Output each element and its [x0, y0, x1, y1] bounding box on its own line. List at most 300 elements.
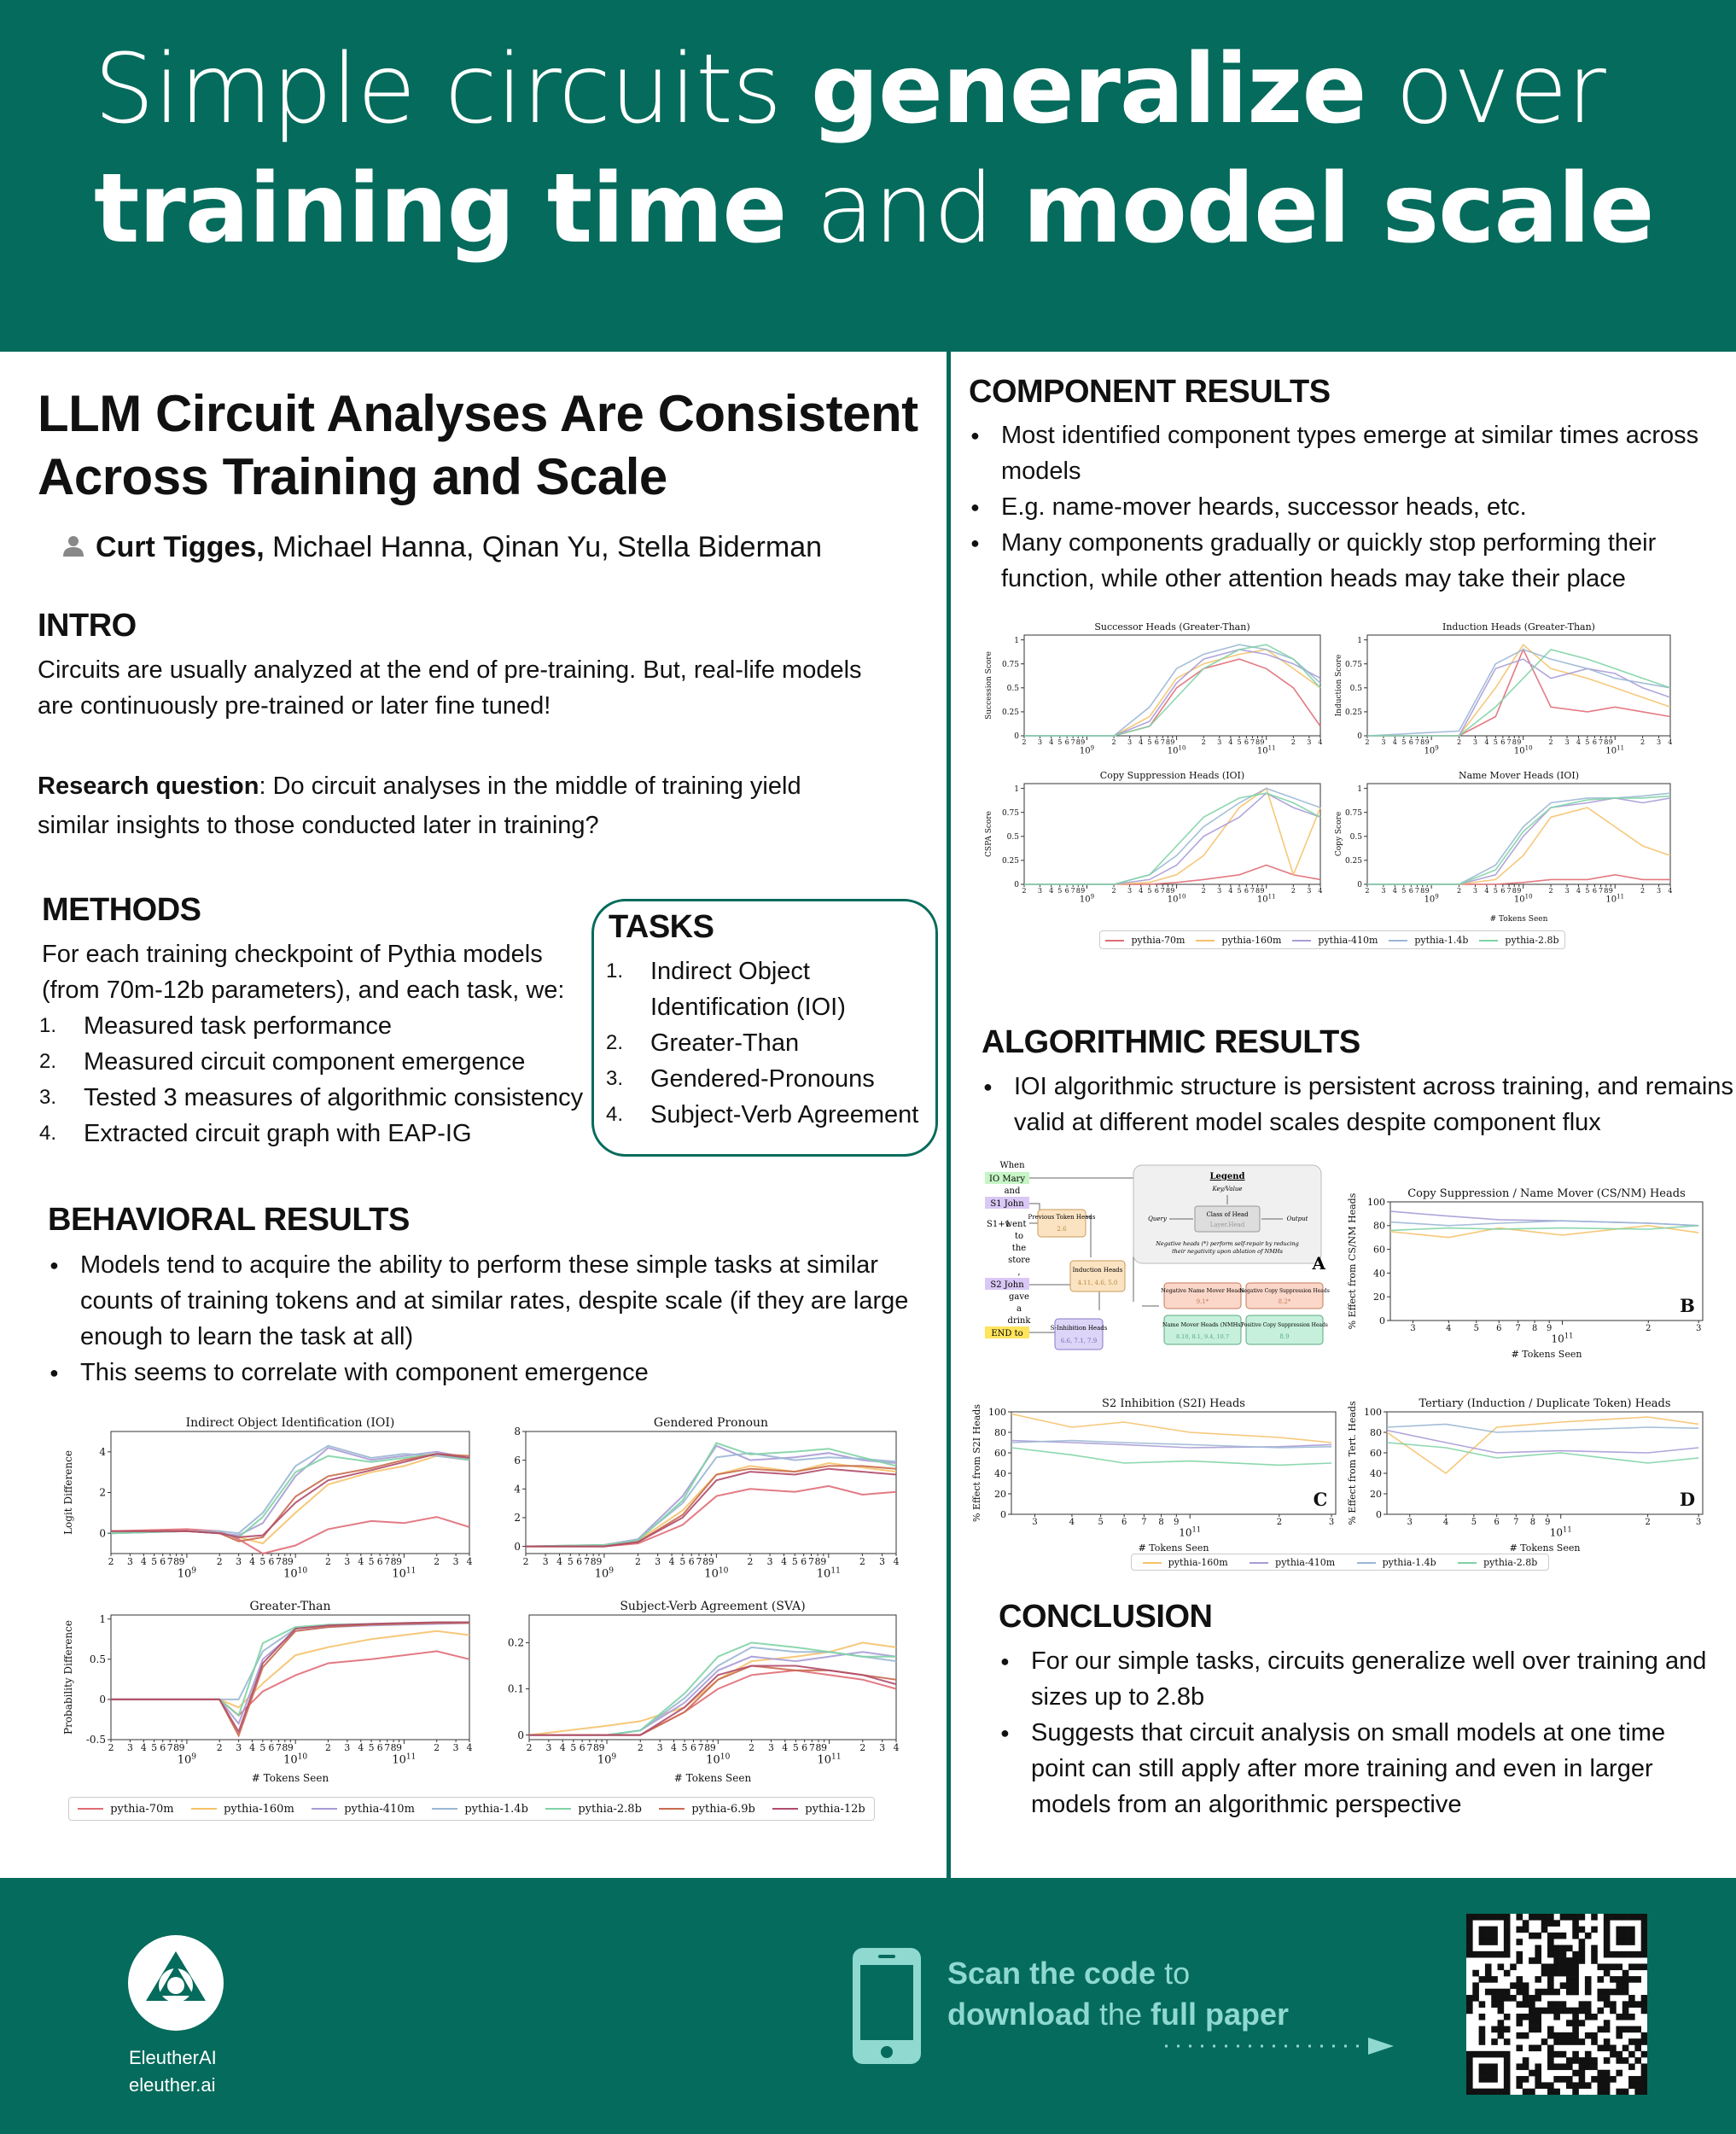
x-minor-tick-label: 2 — [325, 1742, 331, 1754]
x-minor-tick-label: 3 — [1407, 1518, 1413, 1528]
x-minor-tick-label: 6 — [268, 1556, 275, 1568]
qr-module — [1466, 1939, 1473, 1945]
qr-module — [1566, 1970, 1573, 1977]
node-id: 4.11, 4.6, 5.0 — [1077, 1280, 1118, 1286]
legend-kv: Key/Value — [1212, 1186, 1243, 1192]
qr-module — [1610, 1976, 1617, 1983]
x-minor-tick-label: 4 — [1442, 1518, 1449, 1528]
qr-module — [1553, 1989, 1560, 1996]
panel-label: B — [1680, 1295, 1695, 1316]
qr-module — [1541, 2082, 1548, 2089]
legend-note: Negative heads (*) perform self-repair by reducing — [1156, 1240, 1299, 1247]
qr-module — [1604, 1970, 1611, 1977]
scan-text: Scan the code to download the full paper — [947, 1956, 1290, 2032]
qr-module — [1529, 2020, 1535, 2026]
x-minor-tick-label: 6 — [1154, 737, 1159, 746]
qr-module — [1547, 1976, 1554, 1983]
qr-module — [1491, 2089, 1498, 2095]
qr-module — [1579, 1939, 1586, 1945]
x-minor-tick-label: 7 — [1506, 885, 1512, 895]
qr-module — [1529, 2026, 1535, 2033]
qr-module — [1529, 1957, 1535, 1964]
qr-module — [1504, 2051, 1511, 2058]
x-minor-tick-label: 3 — [344, 1556, 351, 1568]
x-minor-tick-label: 8 — [1420, 737, 1425, 746]
qr-module — [1535, 2014, 1541, 2020]
node-label: Name Mover Heads (NMHs) — [1162, 1321, 1244, 1328]
list-item: 3. Tested 3 measures of algorithmic consistency — [39, 1084, 584, 1111]
y-tick-label: 0.25 — [1001, 708, 1019, 718]
x-tick-label: $10^{11}$ — [1256, 893, 1276, 905]
qr-module — [1579, 1945, 1586, 1952]
x-axis-label: # Tokens Seen — [1138, 1542, 1209, 1554]
x-tick-label: $10^9$ — [177, 1566, 197, 1581]
qr-module — [1560, 2001, 1567, 2008]
list-item: 2. Greater-Than — [606, 1029, 800, 1057]
qr-module — [1641, 2082, 1647, 2089]
qr-module — [1641, 2076, 1647, 2083]
legend-swatch — [1250, 1562, 1268, 1564]
legend-layer: Layer.Head — [1209, 1222, 1245, 1228]
x-tick-label-exponent: 9 — [609, 1566, 615, 1576]
qr-module — [1479, 2089, 1486, 2095]
qr-module — [1535, 1914, 1541, 1921]
x-minor-tick-label: 7 — [1599, 885, 1604, 895]
qr-module — [1485, 1976, 1492, 1983]
qr-module — [1591, 1951, 1598, 1958]
qr-module — [1516, 2001, 1523, 2008]
qr-module — [1579, 2070, 1586, 2077]
qr-module — [1479, 2038, 1486, 2045]
legend-label: pythia-70m — [110, 1802, 174, 1816]
x-minor-tick-label: 9 — [598, 1742, 605, 1754]
x-minor-tick-label: 4 — [1228, 737, 1233, 746]
qr-module — [1622, 1976, 1629, 1983]
node-label: Induction Heads — [1072, 1267, 1123, 1274]
x-tick-label: $10^{11}$ — [392, 1752, 417, 1767]
qr-module — [1504, 2070, 1511, 2077]
qr-module — [1547, 1939, 1554, 1945]
qr-module — [1604, 2045, 1611, 2052]
x-minor-tick-label: 3 — [1217, 885, 1222, 895]
legend-swatch — [545, 1808, 571, 1810]
series-line-pythia-410m — [1367, 798, 1670, 884]
x-tick-label-exponent: 11 — [1191, 1525, 1202, 1534]
qr-module — [1541, 1920, 1548, 1927]
node-label: Previous Token Heads — [1028, 1214, 1096, 1221]
legend-swatch — [1479, 940, 1498, 942]
legend-swatch — [78, 1808, 103, 1810]
qr-module — [1604, 2089, 1611, 2095]
legend-entry — [1105, 935, 1185, 946]
x-minor-tick-label: 8 — [1420, 885, 1425, 895]
qr-module — [1523, 2014, 1529, 2020]
qr-module — [1579, 2038, 1586, 2045]
qr-module — [1585, 2051, 1592, 2058]
x-minor-tick-label: 3 — [452, 1556, 459, 1568]
series-line-pythia-160m — [1011, 1414, 1331, 1443]
qr-module — [1498, 2020, 1505, 2026]
y-tick-label: 0 — [1000, 1508, 1006, 1520]
x-minor-tick-label: 8 — [815, 1742, 822, 1754]
x-minor-tick-label: 2 — [108, 1556, 114, 1568]
x-minor-tick-label: 3 — [1217, 737, 1222, 746]
x-minor-tick-label: 8 — [814, 1556, 821, 1568]
qr-module — [1598, 1989, 1605, 1996]
y-tick-label: 60 — [994, 1447, 1006, 1459]
x-minor-tick-label: 6 — [690, 1742, 696, 1754]
qr-module — [1560, 1970, 1567, 1977]
chart-title: Indirect Object Identification (IOI) — [185, 1416, 395, 1430]
qr-module — [1472, 2051, 1479, 2058]
qr-module — [1479, 1976, 1486, 1983]
x-minor-tick-label: 2 — [1022, 885, 1027, 895]
s1p1-label: S1+1 — [987, 1220, 1011, 1229]
qr-module — [1566, 2038, 1573, 2045]
qr-module — [1572, 2014, 1579, 2020]
series-line-pythia-410m — [1024, 793, 1320, 884]
y-tick-label: 0.75 — [1001, 660, 1019, 669]
qr-module — [1598, 1976, 1605, 1983]
y-tick-label: 1 — [1014, 784, 1019, 794]
x-minor-tick-label: 7 — [276, 1742, 282, 1754]
qr-module — [1560, 2076, 1567, 2083]
y-tick-label: 40 — [1370, 1467, 1382, 1479]
legend-entry — [545, 1803, 642, 1816]
x-minor-tick-label: 9 — [1608, 885, 1613, 895]
x-minor-tick-label: 3 — [1127, 885, 1133, 895]
qr-module — [1516, 2014, 1523, 2020]
qr-module — [1498, 1995, 1505, 2002]
x-minor-tick-label: 4 — [249, 1742, 255, 1754]
series-line-pythia-6.9b — [111, 1623, 469, 1735]
qr-module — [1560, 1963, 1567, 1970]
qr-module — [1560, 1933, 1567, 1939]
legend-entry — [1143, 1557, 1228, 1568]
qr-module — [1491, 1927, 1498, 1933]
x-minor-tick-label: 9 — [1517, 885, 1522, 895]
x-minor-tick-label: 9 — [820, 1556, 827, 1568]
qr-module — [1585, 2082, 1592, 2089]
qr-module — [1585, 2001, 1592, 2008]
qr-module — [1504, 2014, 1511, 2020]
qr-module — [1491, 1939, 1498, 1945]
methods-intro: For each training checkpoint of Pythia models (from 70m-12b parameters), and each task, we: — [42, 941, 565, 1004]
qr-module — [1641, 2008, 1647, 2014]
qr-module — [1523, 2089, 1529, 2095]
qr-module — [1572, 2057, 1579, 2064]
x-minor-tick-label: 9 — [709, 1742, 716, 1754]
qr-module — [1504, 2089, 1511, 2095]
qr-module — [1641, 2038, 1647, 2045]
qr-module — [1535, 1951, 1541, 1958]
y-axis-label: % Effect from S2I Heads — [971, 1404, 982, 1522]
qr-module — [1598, 2008, 1605, 2014]
y-tick-label: 0 — [1357, 881, 1362, 890]
x-tick-label: $10^{10}$ — [1167, 893, 1186, 905]
qr-module — [1504, 2082, 1511, 2089]
qr-module — [1529, 2014, 1535, 2020]
x-minor-tick-label: 9 — [708, 1556, 714, 1568]
x-minor-tick-label: 4 — [1446, 1324, 1452, 1334]
qr-module — [1498, 2051, 1505, 2058]
x-minor-tick-label: 5 — [1401, 885, 1407, 895]
qr-module — [1498, 2089, 1505, 2095]
list-item: ● Most identified component types emerge at similar times across models — [970, 417, 1698, 489]
qr-module — [1510, 1995, 1517, 2002]
series-line-pythia-70m — [1367, 875, 1670, 884]
qr-module — [1622, 2008, 1629, 2014]
qr-module — [1541, 1970, 1548, 1977]
x-minor-tick-label: 7 — [1506, 737, 1512, 746]
x-minor-tick-label: 5 — [151, 1556, 158, 1568]
x-minor-tick-label: 4 — [1668, 737, 1673, 746]
qr-module — [1491, 1989, 1498, 1996]
column-divider — [947, 352, 951, 1878]
y-tick-label: 0.5 — [1006, 832, 1019, 842]
x-tick-label: $10^{11}$ — [1256, 744, 1276, 756]
qr-module — [1529, 2001, 1535, 2008]
qr-module — [1491, 2076, 1498, 2083]
list-item: 1. Indirect Object Identification (IOI) — [606, 958, 846, 1021]
plot-frame — [111, 1431, 469, 1554]
x-tick-label: $10^{10}$ — [1513, 744, 1533, 756]
qr-module — [1566, 2057, 1573, 2064]
qr-module — [1634, 2076, 1641, 2083]
qr-module — [1498, 1951, 1505, 1958]
y-tick-label: 0 — [1357, 732, 1362, 742]
series-line-pythia-160m — [1024, 789, 1320, 884]
qr-module — [1479, 1951, 1486, 1958]
qr-module — [1553, 2089, 1560, 2095]
qr-module — [1553, 2076, 1560, 2083]
series-line-pythia-70m — [526, 1486, 896, 1547]
x-tick-label: $10^{10}$ — [704, 1566, 729, 1581]
x-tick-label: $10^{11}$ — [1549, 1525, 1572, 1539]
qr-module — [1466, 1927, 1473, 1933]
qr-module — [1485, 1951, 1492, 1958]
qr-module — [1610, 1963, 1617, 1970]
diagram-token: a — [1017, 1304, 1022, 1314]
x-minor-tick-label: 4 — [671, 1742, 677, 1754]
x-minor-tick-label: 6 — [1064, 885, 1069, 895]
x-minor-tick-label: 6 — [1064, 737, 1069, 746]
x-tick-label: $10^9$ — [1079, 893, 1095, 905]
x-tick-label: $10^{11}$ — [1605, 744, 1625, 756]
node-id: 8.2* — [1278, 1298, 1291, 1305]
x-tick-label: $10^{10}$ — [1513, 893, 1533, 905]
x-minor-tick-label: 5 — [791, 1556, 798, 1568]
x-tick-label-exponent: 11 — [831, 1752, 842, 1762]
qr-module — [1491, 2026, 1498, 2033]
diagram-token: S1 John — [990, 1199, 1024, 1209]
cs-nm-heads-chart — [1344, 1176, 1711, 1360]
y-tick-label: 0.5 — [89, 1653, 106, 1666]
qr-module — [1628, 1933, 1635, 1939]
qr-module — [1604, 1995, 1611, 2002]
qr-module — [1466, 1995, 1473, 2002]
qr-module — [1616, 2070, 1622, 2077]
x-tick-label-exponent: 10 — [1178, 893, 1186, 901]
y-tick-label: 80 — [1373, 1220, 1385, 1232]
qr-module — [1516, 1939, 1523, 1945]
qr-module — [1598, 2082, 1605, 2089]
s-inhibition-heads-node — [1055, 1319, 1103, 1350]
legend-query: Query — [1148, 1216, 1167, 1222]
diagram-token: and — [1004, 1187, 1021, 1196]
qr-module — [1466, 1920, 1473, 1927]
qr-module — [1516, 2076, 1523, 2083]
qr-module — [1491, 2038, 1498, 2045]
x-minor-tick-label: 4 — [1484, 885, 1489, 895]
qr-module — [1598, 1995, 1605, 2002]
qr-module — [1547, 2008, 1554, 2014]
qr-module — [1523, 1982, 1529, 1989]
person-icon — [61, 534, 85, 558]
legend-label: pythia-12b — [805, 1802, 865, 1816]
x-tick-label: $10^{11}$ — [1605, 893, 1625, 905]
y-tick-label: 0 — [1379, 1315, 1385, 1326]
qr-module — [1566, 1945, 1573, 1952]
x-minor-tick-label: 2 — [1276, 1518, 1283, 1528]
x-minor-tick-label: 2 — [859, 1556, 865, 1568]
series-line-pythia-2.8b — [1024, 793, 1320, 884]
qr-module — [1491, 1951, 1498, 1958]
x-minor-tick-label: 8 — [1165, 885, 1170, 895]
qr-module — [1622, 1989, 1629, 1996]
qr-module — [1604, 1927, 1611, 1933]
qr-module — [1572, 2026, 1579, 2033]
qr-module — [1479, 1927, 1486, 1933]
author-line: Curt Tigges, Michael Hanna, Qinan Yu, Stella Biderman — [61, 531, 822, 564]
chart-title: S2 Inhibition (S2I) Heads — [1102, 1397, 1245, 1410]
qr-module — [1472, 1951, 1479, 1958]
qr-code[interactable] — [1466, 1914, 1647, 2095]
x-minor-tick-label: 9 — [1081, 737, 1086, 746]
list-item: ● E.g. name-mover heards, successor heads, etc. — [970, 489, 1698, 525]
x-minor-tick-label: 7 — [1160, 737, 1165, 746]
qr-module — [1622, 1927, 1629, 1933]
list-item: ● IOI algorithmic structure is persistent across training, and remains valid at different model scales despite component flux — [983, 1069, 1733, 1140]
x-minor-tick-label: 6 — [1154, 885, 1159, 895]
legend-label: pythia-2.8b — [1505, 934, 1559, 946]
x-minor-tick-label: 6 — [1500, 737, 1506, 746]
qr-module — [1547, 1970, 1554, 1977]
headline-line-2: training time and model scale — [94, 154, 1654, 265]
legend-class: Class of Head — [1206, 1211, 1249, 1218]
y-tick-label: 60 — [1370, 1447, 1382, 1459]
x-minor-tick-label: 4 — [1484, 737, 1489, 746]
qr-module — [1541, 1963, 1548, 1970]
x-tick-label-exponent: 11 — [1267, 744, 1276, 752]
legend-label: pythia-1.4b — [1414, 934, 1469, 946]
x-minor-tick-label: 2 — [637, 1742, 644, 1754]
x-minor-tick-label: 4 — [1318, 737, 1323, 746]
qr-module — [1566, 2076, 1573, 2083]
x-minor-tick-label: 2 — [1022, 737, 1027, 746]
x-minor-tick-label: 4 — [358, 1556, 364, 1568]
y-tick-label: 6 — [514, 1454, 521, 1466]
chart-title: Subject-Verb Agreement (SVA) — [620, 1600, 806, 1613]
qr-module — [1553, 1970, 1560, 1977]
legend-swatch — [1292, 940, 1311, 942]
x-minor-tick-label: 8 — [1165, 737, 1170, 746]
chart-title: Copy Suppression / Name Mover (CS/NM) Heads — [1407, 1187, 1686, 1200]
x-minor-tick-label: 4 — [140, 1556, 147, 1568]
qr-module — [1553, 2051, 1560, 2058]
qr-module — [1622, 2026, 1629, 2033]
x-minor-tick-label: 6 — [1244, 885, 1249, 895]
list-item: 2. Measured circuit component emergence — [39, 1048, 526, 1076]
qr-module — [1547, 1989, 1554, 1996]
y-tick-label: 0 — [517, 1729, 524, 1741]
x-minor-tick-label: 6 — [376, 1742, 383, 1754]
qr-module — [1641, 1951, 1647, 1958]
x-minor-tick-label: 2 — [1548, 737, 1553, 746]
x-tick-label: $10^{10}$ — [283, 1752, 308, 1767]
x-tick-label-exponent: 10 — [719, 1752, 731, 1762]
x-minor-tick-label: 8 — [173, 1556, 180, 1568]
intro-text: Circuits are usually analyzed at the end of pre-training. But, real-life models are continuously pre-trained or later fine tuned! — [38, 656, 862, 720]
y-tick-label: 0 — [514, 1540, 521, 1553]
qr-module — [1479, 1933, 1486, 1939]
y-axis-label: Copy Score — [1335, 811, 1343, 857]
chart-title: Successor Heads (Greater-Than) — [1094, 621, 1250, 633]
qr-module — [1604, 1989, 1611, 1996]
x-minor-tick-label: 9 — [1545, 1518, 1551, 1528]
qr-module — [1466, 2063, 1473, 2070]
legend-entry — [1357, 1557, 1436, 1568]
x-minor-tick-label: 5 — [368, 1742, 375, 1754]
x-minor-tick-label: 5 — [1237, 885, 1242, 895]
qr-module — [1491, 1976, 1498, 1983]
qr-module — [1523, 1989, 1529, 1996]
series-line-pythia-410m — [1024, 650, 1320, 736]
x-minor-tick-label: 6 — [688, 1556, 695, 1568]
y-tick-label: 2 — [99, 1486, 106, 1499]
qr-module — [1560, 2051, 1567, 2058]
x-minor-tick-label: 7 — [166, 1556, 173, 1568]
qr-module — [1523, 2001, 1529, 2008]
qr-module — [1641, 1963, 1647, 1970]
name-mover-heads-chart — [1331, 770, 1677, 924]
qr-module — [1485, 2070, 1492, 2077]
x-minor-tick-label: 3 — [1032, 1518, 1038, 1528]
y-tick-label: 8 — [514, 1426, 521, 1438]
qr-module — [1628, 1927, 1635, 1933]
qr-module — [1516, 1976, 1523, 1983]
node-label: Negative Copy Suppression Heads — [1239, 1288, 1330, 1294]
legend-label: pythia-410m — [1275, 1556, 1336, 1568]
qr-module — [1472, 1982, 1479, 1989]
induction-heads-node — [1070, 1261, 1125, 1291]
qr-module — [1553, 1957, 1560, 1964]
qr-module — [1529, 2070, 1535, 2077]
legend-entry — [1389, 935, 1468, 946]
qr-module — [1585, 1982, 1592, 1989]
qr-module — [1598, 2089, 1605, 2095]
x-minor-tick-label: 7 — [1141, 1518, 1147, 1528]
legend-label: pythia-410m — [344, 1802, 415, 1816]
tertiary-heads-chart — [1344, 1393, 1711, 1554]
x-minor-tick-label: 4 — [466, 1742, 473, 1754]
qr-module — [1523, 1920, 1529, 1927]
qr-module — [1547, 1963, 1554, 1970]
series-line-pythia-160m — [526, 1463, 896, 1547]
list-item: ● For our simple tasks, circuits generalize well over training and sizes up to 2.8b — [1000, 1643, 1706, 1715]
dotted-arrow-icon — [1165, 2036, 1395, 2056]
qr-module — [1616, 2032, 1622, 2039]
